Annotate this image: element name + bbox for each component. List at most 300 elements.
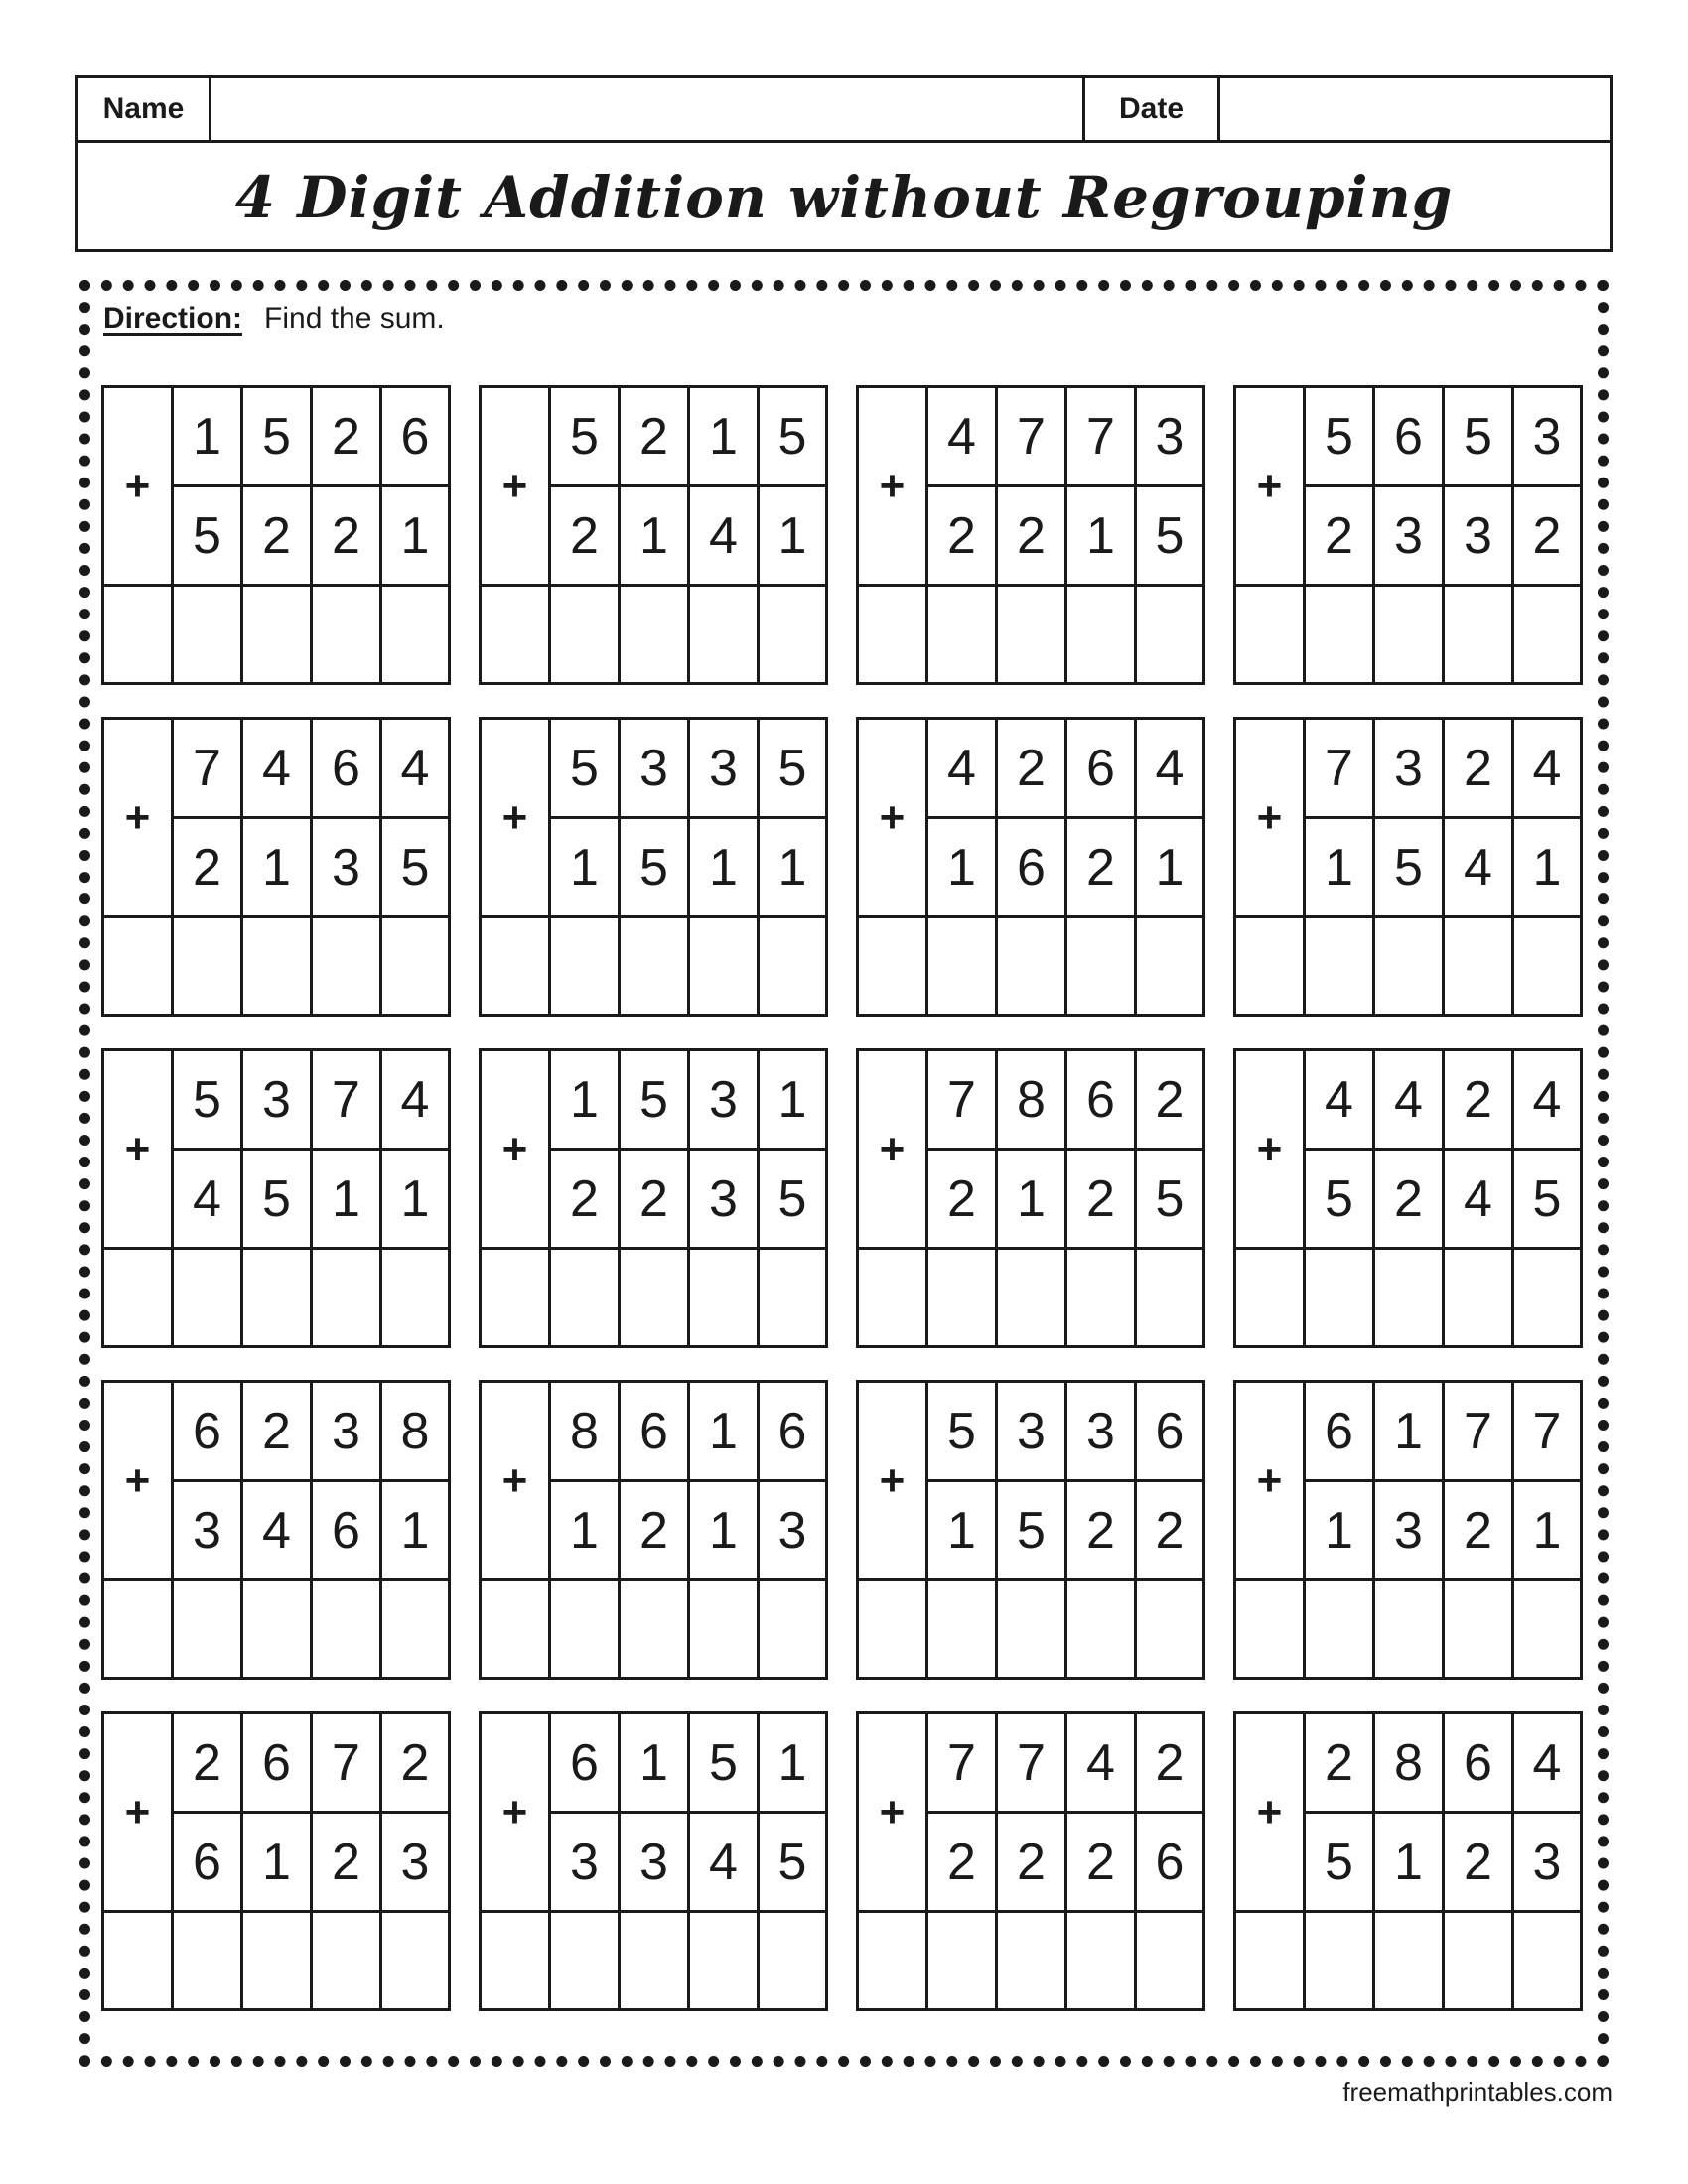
- answer-box[interactable]: [174, 1913, 243, 2008]
- addend-digit-bottom: 2: [1137, 1482, 1202, 1581]
- plus-sign: +: [1236, 720, 1306, 918]
- answer-box[interactable]: [104, 1250, 174, 1345]
- addend-digit-bottom: 3: [313, 819, 382, 918]
- plus-sign: +: [482, 388, 551, 587]
- plus-sign: +: [1236, 1051, 1306, 1250]
- addend-digit-top: 6: [243, 1714, 313, 1814]
- addend-digit-top: 5: [174, 1051, 243, 1151]
- addend-digit-top: 7: [1067, 388, 1137, 487]
- addition-problem: [479, 1711, 828, 2011]
- addend-digit-bottom: 1: [1514, 1482, 1580, 1581]
- addend-digit-bottom: 1: [1375, 1814, 1445, 1913]
- answer-box[interactable]: [1306, 918, 1375, 1014]
- answer-box[interactable]: [1137, 1581, 1202, 1677]
- addend-digit-bottom: 1: [1306, 819, 1375, 918]
- answer-box[interactable]: [104, 1581, 174, 1677]
- addend-digit-bottom: 1: [760, 819, 825, 918]
- addend-digit-top: 4: [1514, 720, 1580, 819]
- addition-problem: [101, 1711, 451, 2011]
- addend-digit-bottom: 2: [313, 487, 382, 587]
- addend-digit-bottom: 1: [928, 1482, 998, 1581]
- answer-box[interactable]: [551, 1913, 621, 2008]
- addend-digit-bottom: 1: [928, 819, 998, 918]
- addend-digit-top: 1: [760, 1714, 825, 1814]
- addition-problem: [479, 1380, 828, 1680]
- addend-digit-top: 5: [621, 1051, 690, 1151]
- plus-sign: +: [1236, 1714, 1306, 1913]
- plus-sign: +: [104, 1051, 174, 1250]
- addend-digit-top: 2: [621, 388, 690, 487]
- addend-digit-bottom: 5: [382, 819, 448, 918]
- addend-digit-top: 4: [382, 1051, 448, 1151]
- answer-box[interactable]: [1514, 1913, 1580, 2008]
- answer-box[interactable]: [998, 1250, 1067, 1345]
- answer-box[interactable]: [104, 587, 174, 682]
- addend-digit-bottom: 1: [760, 487, 825, 587]
- answer-box[interactable]: [1137, 587, 1202, 682]
- answer-box[interactable]: [243, 1913, 313, 2008]
- answer-box[interactable]: [382, 918, 448, 1014]
- addition-problem: [856, 717, 1205, 1017]
- answer-box[interactable]: [104, 918, 174, 1014]
- addend-digit-bottom: 2: [998, 1814, 1067, 1913]
- addend-digit-top: 6: [1375, 388, 1445, 487]
- addend-digit-bottom: 1: [621, 487, 690, 587]
- addition-problem: [479, 717, 828, 1017]
- name-field[interactable]: [211, 78, 1085, 140]
- addend-digit-bottom: 2: [928, 1151, 998, 1250]
- answer-box[interactable]: [859, 1581, 928, 1677]
- direction-text: Find the sum.: [264, 302, 445, 335]
- addend-digit-top: 5: [1306, 388, 1375, 487]
- plus-sign: +: [104, 720, 174, 918]
- addend-digit-top: 4: [928, 720, 998, 819]
- answer-box[interactable]: [313, 918, 382, 1014]
- addend-digit-bottom: 5: [1137, 487, 1202, 587]
- addend-digit-bottom: 5: [1514, 1151, 1580, 1250]
- answer-box[interactable]: [482, 1581, 551, 1677]
- addend-digit-top: 2: [243, 1383, 313, 1482]
- answer-box[interactable]: [382, 1581, 448, 1677]
- answer-box[interactable]: [690, 1581, 760, 1677]
- addend-digit-bottom: 2: [621, 1482, 690, 1581]
- addend-digit-top: 5: [551, 720, 621, 819]
- addend-digit-bottom: 2: [1445, 1814, 1514, 1913]
- answer-box[interactable]: [1137, 1913, 1202, 2008]
- addition-problem: [1233, 1048, 1583, 1348]
- answer-box[interactable]: [174, 587, 243, 682]
- addition-problem: [1233, 717, 1583, 1017]
- addend-digit-bottom: 2: [1445, 1482, 1514, 1581]
- addend-digit-top: 5: [690, 1714, 760, 1814]
- addend-digit-top: 2: [313, 388, 382, 487]
- answer-box[interactable]: [928, 1913, 998, 2008]
- answer-box[interactable]: [1067, 587, 1137, 682]
- answer-box[interactable]: [621, 1913, 690, 2008]
- answer-box[interactable]: [174, 1250, 243, 1345]
- addend-digit-top: 6: [313, 720, 382, 819]
- answer-box[interactable]: [1514, 587, 1580, 682]
- addend-digit-bottom: 3: [1445, 487, 1514, 587]
- addend-digit-bottom: 1: [998, 1151, 1067, 1250]
- site-credit: freemathprintables.com: [1342, 2077, 1613, 2107]
- answer-box[interactable]: [1137, 1250, 1202, 1345]
- answer-box[interactable]: [1445, 1581, 1514, 1677]
- addend-digit-bottom: 1: [1514, 819, 1580, 918]
- addend-digit-top: 5: [760, 388, 825, 487]
- addend-digit-bottom: 2: [313, 1814, 382, 1913]
- answer-box[interactable]: [690, 918, 760, 1014]
- answer-box[interactable]: [690, 1250, 760, 1345]
- addend-digit-top: 7: [928, 1714, 998, 1814]
- answer-box[interactable]: [382, 1913, 448, 2008]
- answer-box[interactable]: [1236, 1913, 1306, 2008]
- answer-box[interactable]: [998, 587, 1067, 682]
- addition-problem: [101, 1380, 451, 1680]
- addition-problem: [856, 1711, 1205, 2011]
- plus-sign: +: [482, 1383, 551, 1581]
- addend-digit-bottom: 2: [1306, 487, 1375, 587]
- addend-digit-top: 7: [928, 1051, 998, 1151]
- addend-digit-bottom: 2: [1375, 1151, 1445, 1250]
- addend-digit-bottom: 5: [998, 1482, 1067, 1581]
- answer-box[interactable]: [1375, 1913, 1445, 2008]
- addend-digit-top: 7: [174, 720, 243, 819]
- addend-digit-top: 3: [1375, 720, 1445, 819]
- addend-digit-top: 2: [1306, 1714, 1375, 1814]
- direction-label: Direction:: [103, 302, 243, 335]
- addend-digit-top: 2: [174, 1714, 243, 1814]
- answer-box[interactable]: [482, 587, 551, 682]
- addend-digit-top: 3: [1137, 388, 1202, 487]
- addend-digit-bottom: 3: [1375, 487, 1445, 587]
- addend-digit-top: 3: [313, 1383, 382, 1482]
- answer-box[interactable]: [1306, 1250, 1375, 1345]
- addend-digit-bottom: 3: [690, 1151, 760, 1250]
- plus-sign: +: [1236, 388, 1306, 587]
- answer-box[interactable]: [482, 918, 551, 1014]
- addend-digit-top: 8: [382, 1383, 448, 1482]
- answer-box[interactable]: [174, 1581, 243, 1677]
- addend-digit-top: 6: [1067, 720, 1137, 819]
- addend-digit-top: 6: [1137, 1383, 1202, 1482]
- addend-digit-bottom: 3: [621, 1814, 690, 1913]
- addend-digit-bottom: 5: [1375, 819, 1445, 918]
- answer-box[interactable]: [760, 587, 825, 682]
- answer-box[interactable]: [551, 1250, 621, 1345]
- addend-digit-bottom: 5: [174, 487, 243, 587]
- answer-box[interactable]: [1375, 1581, 1445, 1677]
- addend-digit-bottom: 1: [551, 819, 621, 918]
- addend-digit-top: 1: [174, 388, 243, 487]
- answer-box[interactable]: [313, 1250, 382, 1345]
- answer-box[interactable]: [313, 1913, 382, 2008]
- addend-digit-top: 3: [998, 1383, 1067, 1482]
- addend-digit-top: 4: [1306, 1051, 1375, 1151]
- answer-box[interactable]: [1067, 1250, 1137, 1345]
- addend-digit-bottom: 2: [928, 1814, 998, 1913]
- addend-digit-top: 7: [313, 1051, 382, 1151]
- answer-box[interactable]: [760, 1913, 825, 2008]
- answer-box[interactable]: [382, 587, 448, 682]
- addend-digit-top: 1: [760, 1051, 825, 1151]
- answer-box[interactable]: [1137, 918, 1202, 1014]
- answer-box[interactable]: [928, 1581, 998, 1677]
- addend-digit-top: 6: [174, 1383, 243, 1482]
- addend-digit-top: 2: [998, 720, 1067, 819]
- addend-digit-bottom: 5: [1306, 1814, 1375, 1913]
- addend-digit-bottom: 2: [1067, 1814, 1137, 1913]
- addend-digit-bottom: 1: [551, 1482, 621, 1581]
- addition-problem: [101, 385, 451, 685]
- answer-box[interactable]: [1514, 1250, 1580, 1345]
- answer-box[interactable]: [621, 1250, 690, 1345]
- addend-digit-bottom: 6: [174, 1814, 243, 1913]
- addend-digit-top: 6: [1067, 1051, 1137, 1151]
- addend-digit-bottom: 4: [690, 487, 760, 587]
- addend-digit-bottom: 3: [1514, 1814, 1580, 1913]
- addend-digit-bottom: 2: [928, 487, 998, 587]
- answer-box[interactable]: [243, 1581, 313, 1677]
- answer-box[interactable]: [382, 1250, 448, 1345]
- addend-digit-bottom: 6: [313, 1482, 382, 1581]
- answer-box[interactable]: [621, 1581, 690, 1677]
- plus-sign: +: [104, 1714, 174, 1913]
- addend-digit-top: 6: [382, 388, 448, 487]
- answer-box[interactable]: [482, 1250, 551, 1345]
- addend-digit-bottom: 3: [760, 1482, 825, 1581]
- addend-digit-top: 1: [690, 388, 760, 487]
- addend-digit-top: 3: [621, 720, 690, 819]
- addend-digit-top: 2: [382, 1714, 448, 1814]
- addend-digit-bottom: 1: [1067, 487, 1137, 587]
- addend-digit-bottom: 1: [690, 1482, 760, 1581]
- addend-digit-bottom: 4: [690, 1814, 760, 1913]
- answer-box[interactable]: [243, 918, 313, 1014]
- addend-digit-top: 1: [690, 1383, 760, 1482]
- answer-box[interactable]: [760, 1250, 825, 1345]
- addend-digit-top: 5: [243, 388, 313, 487]
- name-label: Name: [78, 78, 211, 140]
- addend-digit-bottom: 2: [1067, 1151, 1137, 1250]
- addend-digit-top: 4: [1514, 1051, 1580, 1151]
- answer-box[interactable]: [928, 1250, 998, 1345]
- addend-digit-top: 7: [313, 1714, 382, 1814]
- answer-box[interactable]: [1445, 1913, 1514, 2008]
- addend-digit-bottom: 3: [382, 1814, 448, 1913]
- plus-sign: +: [482, 720, 551, 918]
- addend-digit-top: 4: [382, 720, 448, 819]
- addend-digit-bottom: 2: [1514, 487, 1580, 587]
- plus-sign: +: [104, 1383, 174, 1581]
- addend-digit-bottom: 5: [1306, 1151, 1375, 1250]
- addend-digit-top: 6: [621, 1383, 690, 1482]
- addend-digit-top: 4: [243, 720, 313, 819]
- addend-digit-top: 1: [621, 1714, 690, 1814]
- answer-box[interactable]: [313, 587, 382, 682]
- addend-digit-bottom: 1: [382, 487, 448, 587]
- addend-digit-top: 7: [1445, 1383, 1514, 1482]
- answer-box[interactable]: [1236, 1581, 1306, 1677]
- addend-digit-bottom: 4: [243, 1482, 313, 1581]
- addend-digit-top: 2: [1445, 1051, 1514, 1151]
- name-date-row: [78, 78, 1610, 143]
- answer-box[interactable]: [1445, 918, 1514, 1014]
- answer-box[interactable]: [928, 918, 998, 1014]
- addend-digit-bottom: 1: [243, 819, 313, 918]
- addend-digit-top: 3: [690, 720, 760, 819]
- addend-digit-top: 5: [928, 1383, 998, 1482]
- addend-digit-bottom: 2: [551, 1151, 621, 1250]
- addend-digit-bottom: 4: [174, 1151, 243, 1250]
- answer-box[interactable]: [621, 587, 690, 682]
- addend-digit-bottom: 2: [174, 819, 243, 918]
- answer-box[interactable]: [1445, 1250, 1514, 1345]
- addend-digit-top: 6: [1445, 1714, 1514, 1814]
- addend-digit-top: 7: [1514, 1383, 1580, 1482]
- addition-problem: [856, 1048, 1205, 1348]
- answer-box[interactable]: [690, 587, 760, 682]
- answer-box[interactable]: [174, 918, 243, 1014]
- addend-digit-top: 1: [551, 1051, 621, 1151]
- addend-digit-bottom: 1: [382, 1482, 448, 1581]
- answer-box[interactable]: [551, 918, 621, 1014]
- answer-box[interactable]: [1375, 918, 1445, 1014]
- addition-problem: [101, 1048, 451, 1348]
- answer-box[interactable]: [1236, 918, 1306, 1014]
- answer-box[interactable]: [482, 1913, 551, 2008]
- answer-box[interactable]: [551, 587, 621, 682]
- answer-box[interactable]: [859, 587, 928, 682]
- direction: [103, 302, 445, 336]
- answer-box[interactable]: [1236, 587, 1306, 682]
- date-label: Date: [1085, 78, 1220, 140]
- addend-digit-top: 4: [928, 388, 998, 487]
- answer-box[interactable]: [1306, 1581, 1375, 1677]
- addend-digit-bottom: 4: [1445, 1151, 1514, 1250]
- addend-digit-top: 3: [690, 1051, 760, 1151]
- answer-box[interactable]: [1067, 918, 1137, 1014]
- answer-box[interactable]: [760, 1581, 825, 1677]
- addend-digit-top: 4: [1067, 1714, 1137, 1814]
- plus-sign: +: [104, 388, 174, 587]
- addend-digit-top: 7: [1306, 720, 1375, 819]
- plus-sign: +: [859, 388, 928, 587]
- addend-digit-top: 2: [1137, 1051, 1202, 1151]
- plus-sign: +: [482, 1714, 551, 1913]
- plus-sign: +: [859, 1714, 928, 1913]
- addend-digit-top: 4: [1137, 720, 1202, 819]
- answer-box[interactable]: [1306, 587, 1375, 682]
- answer-box[interactable]: [1514, 918, 1580, 1014]
- worksheet-title: 4 Digit Addition without Regrouping: [234, 164, 1454, 231]
- addend-digit-bottom: 3: [1375, 1482, 1445, 1581]
- answer-box[interactable]: [1067, 1913, 1137, 2008]
- answer-box[interactable]: [690, 1913, 760, 2008]
- plus-sign: +: [482, 1051, 551, 1250]
- addend-digit-bottom: 3: [551, 1814, 621, 1913]
- answer-box[interactable]: [551, 1581, 621, 1677]
- addend-digit-top: 3: [1067, 1383, 1137, 1482]
- addend-digit-top: 7: [998, 1714, 1067, 1814]
- addend-digit-top: 2: [1137, 1714, 1202, 1814]
- answer-box[interactable]: [859, 1250, 928, 1345]
- addend-digit-top: 8: [551, 1383, 621, 1482]
- addition-problem: [101, 717, 451, 1017]
- addend-digit-bottom: 5: [243, 1151, 313, 1250]
- answer-box[interactable]: [1445, 587, 1514, 682]
- answer-box[interactable]: [243, 1250, 313, 1345]
- answer-box[interactable]: [1375, 587, 1445, 682]
- addend-digit-top: 3: [1514, 388, 1580, 487]
- addend-digit-bottom: 1: [243, 1814, 313, 1913]
- addend-digit-bottom: 2: [243, 487, 313, 587]
- answer-box[interactable]: [313, 1581, 382, 1677]
- plus-sign: +: [859, 1383, 928, 1581]
- addend-digit-bottom: 3: [174, 1482, 243, 1581]
- addition-problem: [479, 1048, 828, 1348]
- addend-digit-bottom: 5: [760, 1814, 825, 1913]
- addend-digit-bottom: 2: [621, 1151, 690, 1250]
- answer-box[interactable]: [859, 1913, 928, 2008]
- answer-box[interactable]: [1236, 1250, 1306, 1345]
- answer-box[interactable]: [859, 918, 928, 1014]
- addend-digit-bottom: 4: [1445, 819, 1514, 918]
- addend-digit-top: 6: [760, 1383, 825, 1482]
- addend-digit-bottom: 6: [998, 819, 1067, 918]
- addend-digit-top: 6: [1306, 1383, 1375, 1482]
- addend-digit-bottom: 1: [1306, 1482, 1375, 1581]
- answer-box[interactable]: [1375, 1250, 1445, 1345]
- problem-grid: [101, 385, 1585, 2013]
- addend-digit-top: 1: [1375, 1383, 1445, 1482]
- addition-problem: [479, 385, 828, 685]
- answer-box[interactable]: [760, 918, 825, 1014]
- answer-box[interactable]: [998, 1581, 1067, 1677]
- addition-problem: [856, 1380, 1205, 1680]
- addend-digit-top: 4: [1375, 1051, 1445, 1151]
- plus-sign: +: [859, 720, 928, 918]
- addend-digit-bottom: 6: [1137, 1814, 1202, 1913]
- addend-digit-bottom: 1: [690, 819, 760, 918]
- answer-box[interactable]: [1067, 1581, 1137, 1677]
- addend-digit-top: 3: [243, 1051, 313, 1151]
- addend-digit-top: 5: [1445, 388, 1514, 487]
- answer-box[interactable]: [1306, 1913, 1375, 2008]
- addend-digit-bottom: 2: [551, 487, 621, 587]
- answer-box[interactable]: [104, 1913, 174, 2008]
- addend-digit-bottom: 1: [313, 1151, 382, 1250]
- addition-problem: [1233, 1711, 1583, 2011]
- answer-box[interactable]: [243, 587, 313, 682]
- addend-digit-bottom: 5: [1137, 1151, 1202, 1250]
- addend-digit-top: 5: [760, 720, 825, 819]
- answer-box[interactable]: [998, 1913, 1067, 2008]
- answer-box[interactable]: [928, 587, 998, 682]
- answer-box[interactable]: [1514, 1581, 1580, 1677]
- addend-digit-bottom: 5: [760, 1151, 825, 1250]
- addend-digit-bottom: 2: [1067, 1482, 1137, 1581]
- addend-digit-top: 6: [551, 1714, 621, 1814]
- date-field[interactable]: [1220, 78, 1610, 140]
- answer-box[interactable]: [621, 918, 690, 1014]
- addend-digit-top: 7: [998, 388, 1067, 487]
- plus-sign: +: [859, 1051, 928, 1250]
- answer-box[interactable]: [998, 918, 1067, 1014]
- addition-problem: [1233, 385, 1583, 685]
- addend-digit-top: 8: [1375, 1714, 1445, 1814]
- addition-problem: [856, 385, 1205, 685]
